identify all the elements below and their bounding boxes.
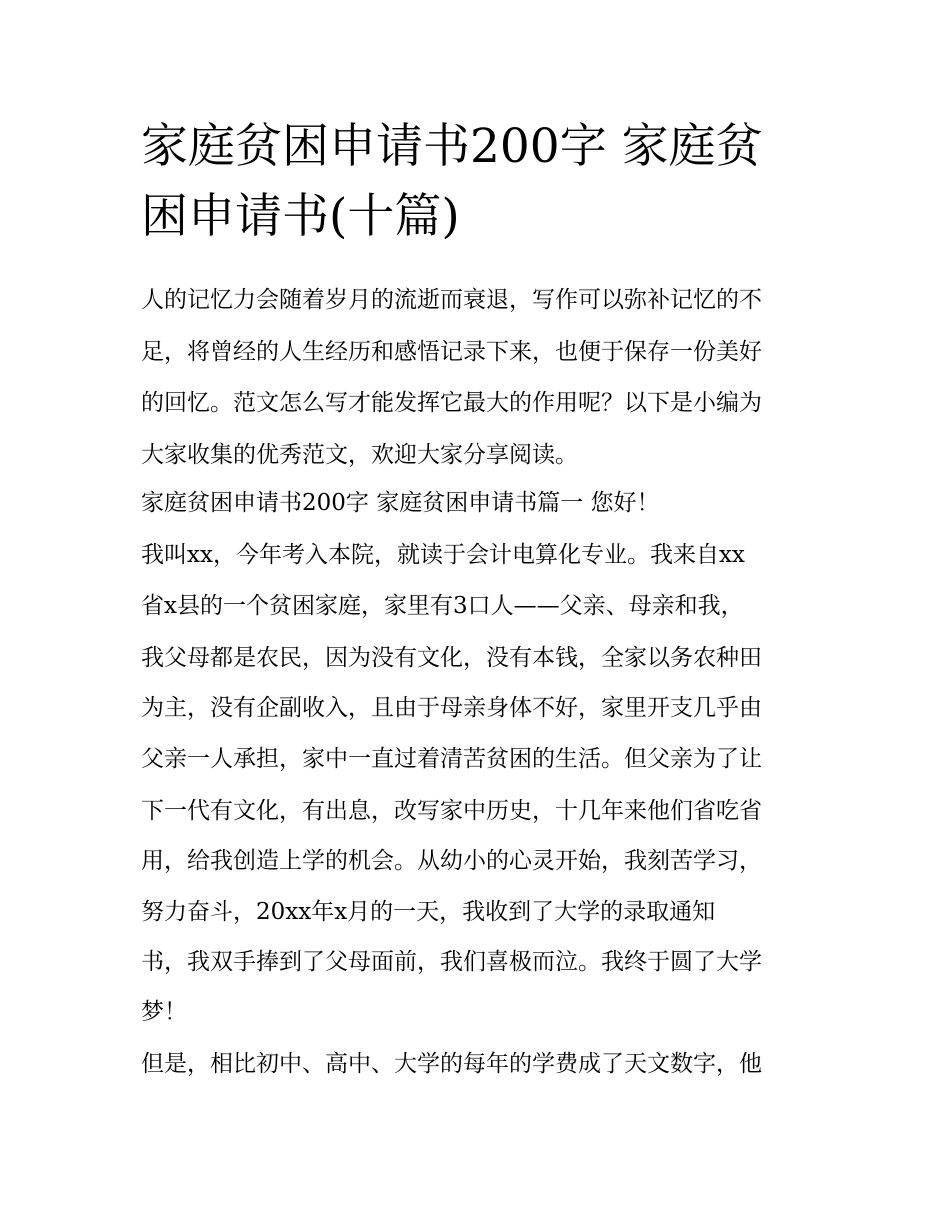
body-line: 人的记忆力会随着岁月的流逝而衰退，写作可以弥补记忆的不 bbox=[141, 287, 762, 313]
title-line-2: 困申请书(十篇) bbox=[141, 189, 460, 244]
body-line: 大家收集的优秀范文，欢迎大家分享阅读。 bbox=[141, 442, 578, 468]
body-line: 努力奋斗，20xx年x月的一天，我收到了大学的录取通知 bbox=[141, 899, 716, 925]
body-line: 但是，相比初中、高中、大学的每年的学费成了天文数字，他 bbox=[141, 1051, 762, 1077]
body-line: 家庭贫困申请书200字 家庭贫困申请书篇一 您好！ bbox=[141, 490, 660, 516]
body-line: 我父母都是农民，因为没有文化，没有本钱，全家以务农种田 bbox=[141, 645, 762, 671]
document-title bbox=[141, 112, 821, 252]
body-line: 足，将曾经的人生经历和感悟记录下来，也便于保存一份美好 bbox=[141, 339, 762, 365]
body-line: 用，给我创造上学的机会。从幼小的心灵开始，我刻苦学习， bbox=[141, 848, 762, 874]
body-line: 父亲一人承担，家中一直过着清苦贫困的生活。但父亲为了让 bbox=[141, 746, 762, 772]
body-line: 书，我双手捧到了父母面前，我们喜极而泣。我终于圆了大学 bbox=[141, 949, 762, 975]
body-line: 省x县的一个贫困家庭，家里有3口人——父亲、母亲和我， bbox=[141, 593, 744, 619]
body-line: 的回忆。范文怎么写才能发挥它最大的作用呢？以下是小编为 bbox=[141, 390, 762, 416]
title-line-1: 家庭贫困申请书200字 家庭贫 bbox=[141, 119, 763, 174]
body-line: 下一代有文化，有出息，改写家中历史，十几年来他们省吃省 bbox=[141, 798, 762, 824]
body-line: 梦！ bbox=[141, 999, 187, 1025]
body-line: 我叫xx，今年考入本院，就读于会计电算化专业。我来自xx bbox=[141, 542, 745, 568]
body-line: 为主，没有企副收入，且由于母亲身体不好，家里开支几乎由 bbox=[141, 695, 762, 721]
